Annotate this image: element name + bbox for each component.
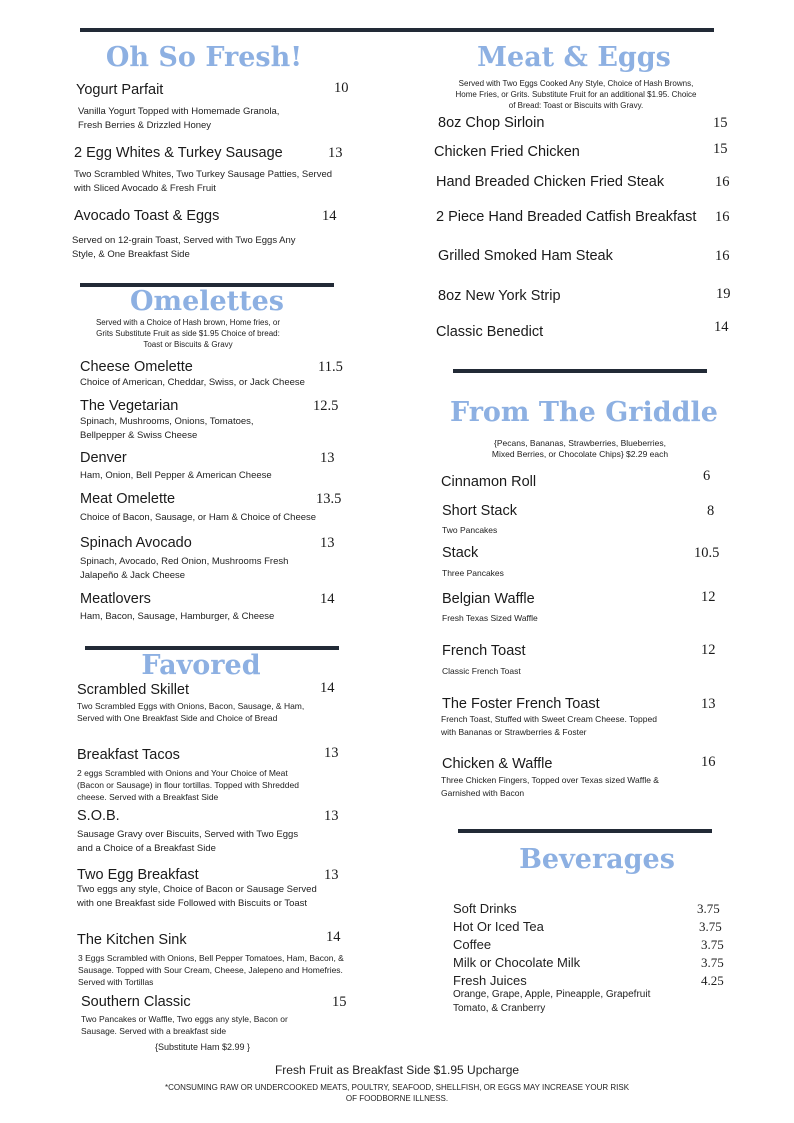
item-desc: Classic French Toast	[442, 666, 521, 676]
item-name: Avocado Toast & Eggs	[74, 208, 220, 224]
item-price: 12.5	[313, 398, 339, 414]
item-name: Yogurt Parfait	[76, 82, 164, 98]
item-name: Hand Breaded Chicken Fried Steak	[436, 174, 665, 190]
item-price: 13	[324, 867, 339, 883]
item-price: 13	[320, 535, 335, 551]
item-price: 13	[320, 450, 335, 466]
item-name: Belgian Waffle	[442, 591, 535, 607]
section-title-griddle: From The Griddle	[450, 397, 718, 428]
food-warning	[0, 1082, 794, 1104]
item-desc: Two Scrambled Whites, Two Turkey Sausage Patties, Served with Sliced Avocado & Fresh Fruit	[74, 169, 333, 194]
divider	[458, 829, 712, 833]
item-desc: Spinach, Avocado, Red Onion, Mushrooms Fresh Jalapeño & Jack Cheese	[80, 556, 289, 581]
food-warning-text: *CONSUMING RAW OR UNDERCOOKED MEATS, POULTRY, SEAFOOD, SHELLFISH, OR EGGS MAY INCREASE YOUR RISK OF FOODBORNE ILLNESS.	[164, 1083, 630, 1103]
item-desc: Vanilla Yogurt Topped with Homemade Granola, Fresh Berries & Drizzled Honey	[78, 106, 280, 131]
item-name: 2 Egg Whites & Turkey Sausage	[74, 145, 283, 161]
item-name: Classic Benedict	[436, 324, 544, 340]
item-desc: Choice of Bacon, Sausage, or Ham & Choice of Cheese	[80, 512, 317, 523]
beverage-name: Soft Drinks	[453, 901, 517, 916]
beverage-name: Milk or Chocolate Milk	[453, 955, 581, 970]
item-price: 14	[320, 680, 335, 696]
item-desc: Two Pancakes or Waffle, Two eggs any style, Bacon or Sausage. Served with a breakfast side	[81, 1014, 288, 1036]
item-desc: 2 eggs Scrambled with Onions and Your Choice of Meat (Bacon or Sausage) in flour tortillas. Topped with Shredded cheese. Served with a Breakfast Side	[77, 768, 299, 802]
top-divider	[80, 28, 714, 32]
item-desc: Three Pancakes	[442, 568, 504, 578]
item-name: The Foster French Toast	[442, 696, 600, 712]
section-title-beverages: Beverages	[519, 844, 675, 875]
item-price: 6	[703, 468, 711, 484]
item-desc: 3 Eggs Scrambled with Onions, Bell Pepper Tomatoes, Ham, Bacon, & Sausage. Topped with Sour Cream, Cheese, Jalepeno and Homefries. Served with Tortillas	[78, 953, 344, 987]
item-name: 8oz Chop Sirloin	[438, 115, 545, 131]
beverage-price: 3.75	[699, 919, 722, 934]
section-title-omelettes: Omelettes	[129, 286, 285, 317]
item-price: 16	[701, 754, 716, 770]
beverage-name: Coffee	[453, 937, 492, 952]
item-price: 16	[715, 209, 730, 225]
item-name: Grilled Smoked Ham Steak	[438, 248, 613, 264]
item-price: 14	[326, 929, 341, 945]
beverage-name: Fresh Juices	[453, 973, 527, 988]
item-price: 11.5	[318, 359, 343, 375]
item-name: Chicken Fried Chicken	[434, 144, 580, 160]
beverage-price: 3.75	[701, 955, 724, 970]
item-desc: Sausage Gravy over Biscuits, Served with Two Eggs and a Choice of a Breakfast Side	[77, 829, 299, 854]
item-desc: Ham, Onion, Bell Pepper & American Cheese	[80, 470, 272, 481]
item-name: 8oz New York Strip	[438, 288, 561, 304]
item-note: {Substitute Ham $2.99 }	[155, 1042, 251, 1052]
item-name: Short Stack	[442, 503, 517, 519]
item-price: 10	[334, 80, 349, 96]
item-name: Two Egg Breakfast	[77, 867, 199, 883]
item-desc: Ham, Bacon, Sausage, Hamburger, & Cheese	[80, 611, 275, 622]
section-subtitle: {Pecans, Bananas, Strawberries, Blueberries, Mixed Berries, or Chocolate Chips} $2.29 each	[491, 438, 669, 459]
item-price: 15	[713, 141, 728, 157]
item-desc: Three Chicken Fingers, Topped over Texas sized Waffle & Garnished with Bacon	[441, 775, 659, 798]
item-price: 12	[701, 589, 716, 605]
item-name: Scrambled Skillet	[77, 682, 190, 698]
item-name: Breakfast Tacos	[77, 747, 180, 763]
item-price: 16	[715, 174, 730, 190]
item-name: The Vegetarian	[80, 398, 179, 414]
item-price: 13.5	[316, 491, 342, 507]
item-price: 13	[324, 808, 339, 824]
beverage-price: 3.75	[701, 937, 724, 952]
item-price: 10.5	[694, 545, 720, 561]
item-price: 14	[322, 208, 337, 224]
item-price: 16	[715, 248, 730, 264]
item-price: 8	[707, 503, 715, 519]
item-name: French Toast	[442, 643, 526, 659]
item-desc: Choice of American, Cheddar, Swiss, or Jack Cheese	[80, 377, 305, 388]
item-price: 13	[328, 145, 343, 161]
item-price: 14	[320, 591, 335, 607]
item-desc: French Toast, Stuffed with Sweet Cream Cheese. Topped with Bananas or Strawberries & Foster	[441, 714, 657, 737]
section-subtitle: Served with a Choice of Hash brown, Home fries, or Grits Substitute Fruit as side $1.95 Choice of bread: Toast or Biscuits & Gravy	[95, 318, 281, 349]
juices-note: Orange, Grape, Apple, Pineapple, Grapefruit Tomato, & Cranberry	[453, 989, 651, 1014]
section-title-meat-eggs: Meat & Eggs	[477, 42, 671, 73]
item-name: Denver	[80, 450, 127, 466]
item-price: 12	[701, 642, 716, 658]
item-name: Cheese Omelette	[80, 359, 193, 375]
item-name: Meat Omelette	[80, 491, 176, 507]
item-name: S.O.B.	[77, 808, 120, 824]
item-name: Cinnamon Roll	[441, 474, 537, 490]
section-title-favored: Favored	[141, 650, 261, 681]
section-title-oh-so-fresh: Oh So Fresh!	[105, 42, 303, 73]
item-desc: Spinach, Mushrooms, Onions, Tomatoes, Bellpepper & Swiss Cheese	[80, 416, 254, 441]
item-price: 13	[324, 745, 339, 761]
item-desc: Fresh Texas Sized Waffle	[442, 613, 538, 623]
item-desc: Two eggs any style, Choice of Bacon or Sausage Served with one Breakfast side Followed with Biscuits or Toast	[77, 884, 317, 909]
item-name: Chicken & Waffle	[442, 756, 553, 772]
item-price: 15	[713, 115, 728, 131]
item-price: 15	[332, 994, 347, 1010]
item-desc: Two Scrambled Eggs with Onions, Bacon, Sausage, & Ham, Served with One Breakfast Side and Choice of Bread	[77, 701, 305, 723]
item-desc: Two Pancakes	[442, 525, 498, 535]
item-name: Spinach Avocado	[80, 535, 192, 551]
item-name: 2 Piece Hand Breaded Catfish Breakfast	[436, 209, 697, 225]
beverage-name: Hot Or Iced Tea	[453, 919, 544, 934]
item-name: The Kitchen Sink	[77, 932, 187, 948]
divider	[453, 369, 707, 373]
beverage-price: 3.75	[697, 901, 720, 916]
item-price: 13	[701, 696, 716, 712]
item-name: Stack	[442, 545, 479, 561]
item-price: 14	[714, 319, 729, 335]
item-price: 19	[716, 286, 731, 302]
item-desc: Served on 12-grain Toast, Served with Two Eggs Any Style, & One Breakfast Side	[72, 235, 296, 260]
item-name: Southern Classic	[81, 994, 191, 1010]
beverage-price: 4.25	[701, 973, 724, 988]
item-name: Meatlovers	[80, 591, 151, 607]
section-subtitle: Served with Two Eggs Cooked Any Style, Choice of Hash Browns, Home Fries, or Grits. Substitute Fruit for an additional $1.95. Choice of Bread: Toast or Biscuits with Gravy.	[455, 79, 697, 110]
fruit-upcharge: Fresh Fruit as Breakfast Side $1.95 Upcharge	[274, 1063, 520, 1077]
